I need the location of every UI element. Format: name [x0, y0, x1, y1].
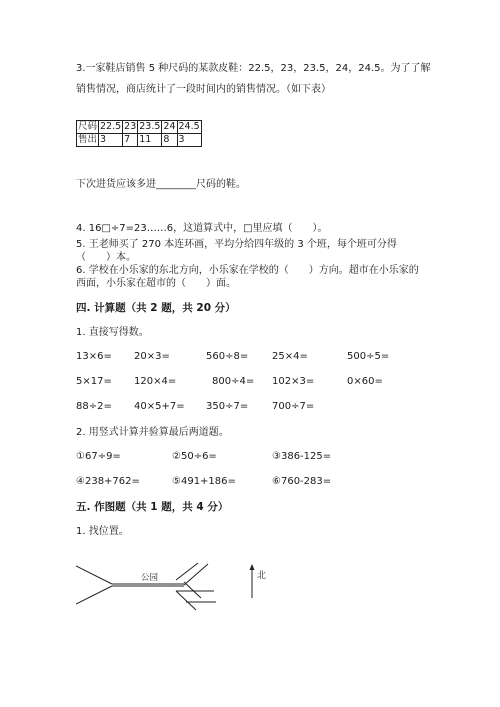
- q5-text-line1: 5. 王老师买了 270 本连环画，平均分给四年级的 3 个班，每个班可分得: [76, 239, 397, 250]
- table-cell: 11: [138, 134, 162, 147]
- vertical-calc-item: ②50÷6=: [172, 451, 217, 462]
- q4-text: 4. 16□÷7=23……6，这道算式中，□里应填（ ）。: [76, 223, 328, 234]
- table-cell: 尺码: [78, 121, 98, 132]
- table-cell: 7: [123, 134, 138, 147]
- section4-title: 四. 计算题（共 2 题，共 20 分）: [76, 302, 236, 314]
- table-cell: 22.5: [100, 121, 122, 132]
- shoe-size-table: [76, 120, 202, 147]
- map-road: [76, 566, 112, 584]
- map-road: [176, 563, 198, 580]
- calc-item: 5×17=: [76, 376, 112, 387]
- table-cell: 23: [124, 121, 137, 132]
- section5-title: 五. 作图题（共 1 题，共 4 分）: [76, 501, 229, 513]
- q3-text-line2: 销售情况，商店统计了一段时间内的销售情况。（如下表）: [76, 84, 331, 95]
- vertical-calc-item: ④238+762=: [76, 476, 140, 487]
- table-row: [77, 134, 202, 147]
- calc-item: 20×3=: [134, 351, 170, 362]
- vertical-calc-item: ⑥760-283=: [272, 476, 332, 487]
- table-cell: 24: [163, 121, 176, 132]
- q6-text-line1: 6. 学校在小乐家的东北方向，小乐家在学校的（ ）方向。超市在小乐家的: [76, 265, 419, 276]
- q5-text-line2: （ ）本。: [76, 252, 136, 263]
- table-cell: 24.5: [178, 121, 200, 132]
- map-road: [76, 586, 112, 604]
- table-row: [77, 121, 202, 134]
- calc-item: 102×3=: [272, 376, 315, 387]
- calc-item: 560÷8=: [206, 351, 249, 362]
- calc-item: 500÷5=: [347, 351, 390, 362]
- vertical-calc-item: ①67÷9=: [76, 451, 121, 462]
- calc-item: 13×6=: [76, 351, 112, 362]
- q3-text-line1: 3.一家鞋店销售 5 种尺码的某款皮鞋：22.5，23，23.5，24，24.5。为了了解: [76, 63, 431, 74]
- map-road: [184, 564, 208, 585]
- table-cell: 3: [99, 134, 123, 147]
- table-cell: 23.5: [139, 121, 161, 132]
- section4-q1: 1. 直接写得数。: [76, 327, 149, 338]
- calc-item: 88÷2=: [76, 401, 112, 412]
- north-label: 北: [257, 571, 267, 581]
- calc-item: 0×60=: [347, 376, 383, 387]
- park-label: 公园: [141, 573, 159, 583]
- section4-q2: 2. 用竖式计算并验算最后两道题。: [76, 427, 229, 438]
- calc-item: 40×5+7=: [134, 401, 185, 412]
- table-cell: 8: [162, 134, 177, 147]
- table-cell: 3: [177, 134, 201, 147]
- section5-q1: 1. 找位置。: [76, 526, 129, 537]
- vertical-calc-item: ③386-125=: [272, 451, 332, 462]
- map-road: [176, 591, 196, 610]
- north-arrow-icon: [248, 564, 272, 600]
- table-cell: 售出: [78, 134, 98, 145]
- calc-item: 350÷7=: [206, 401, 249, 412]
- map-road: [184, 582, 201, 598]
- calc-item: 25×4=: [272, 351, 308, 362]
- q6-text-line2: 西面，小乐家在超市的（ ）面。: [76, 278, 236, 289]
- q3-question: 下次进货应该多进________尺码的鞋。: [76, 179, 246, 190]
- vertical-calc-item: ⑤491+186=: [172, 476, 236, 487]
- calc-item: 800÷4=: [212, 376, 255, 387]
- calc-item: 700÷7=: [272, 401, 315, 412]
- calc-item: 120×4=: [134, 376, 177, 387]
